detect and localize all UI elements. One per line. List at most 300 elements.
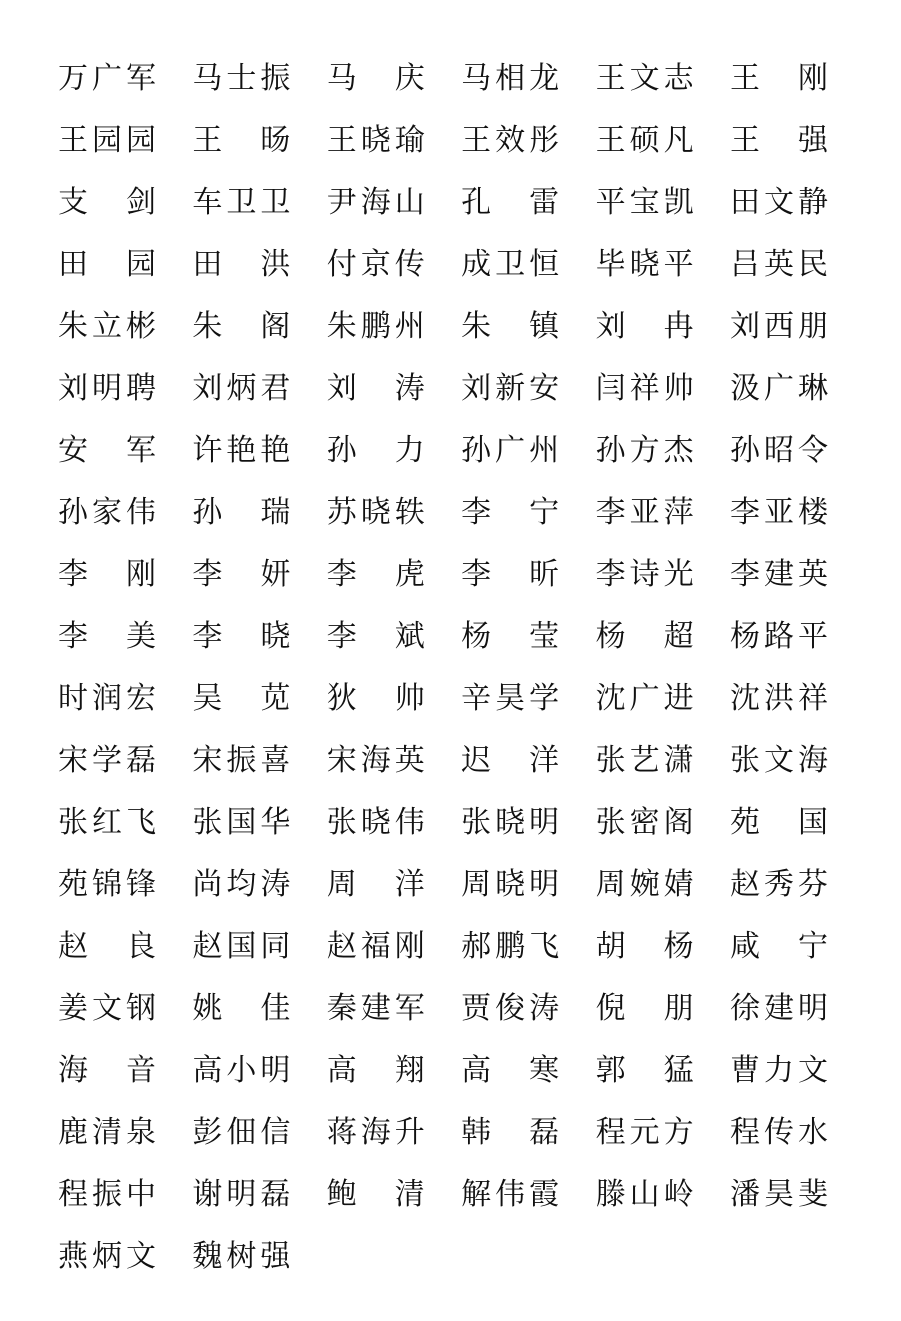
name-character: 振 [226, 743, 257, 778]
person-name [192, 854, 290, 916]
name-character: 民 [797, 247, 828, 282]
name-character: 平 [797, 619, 828, 654]
person-name [327, 296, 425, 358]
name-character: 张 [58, 805, 88, 840]
person-name [730, 916, 828, 978]
name-character: 汲 [729, 371, 760, 406]
name-character: 明 [226, 1177, 257, 1212]
name-character: 车 [192, 185, 223, 220]
name-character: 王 [595, 61, 626, 96]
name-character: 艳 [226, 433, 257, 468]
name-character: 孙 [326, 433, 357, 468]
name-character: 帅 [663, 371, 694, 406]
person-name [730, 420, 828, 482]
name-character: 李 [595, 495, 626, 530]
person-name [730, 172, 828, 234]
name-character: 志 [663, 61, 694, 96]
name-character: 李 [58, 619, 88, 654]
name-character: 凯 [663, 185, 694, 220]
name-character: 均 [226, 867, 257, 902]
name-character: 李 [192, 557, 223, 592]
name-character: 海 [360, 1115, 391, 1150]
name-character: 庆 [394, 61, 425, 96]
name-character: 李 [461, 557, 492, 592]
name-character: 万 [58, 61, 88, 96]
person-name [192, 978, 290, 1040]
name-character: 孙 [729, 433, 760, 468]
person-name [58, 668, 156, 730]
name-character: 涛 [260, 867, 291, 902]
name-character: 宝 [629, 185, 660, 220]
person-name [730, 730, 828, 792]
name-character: 振 [260, 61, 291, 96]
name-character: 杰 [663, 433, 694, 468]
name-character: 音 [126, 1053, 156, 1088]
name-character: 国 [226, 805, 257, 840]
name-character: 斐 [797, 1177, 828, 1212]
person-name [461, 668, 559, 730]
person-name [730, 1164, 828, 1226]
name-character: 苑 [729, 805, 760, 840]
name-character: 朱 [461, 309, 492, 344]
person-name [461, 792, 559, 854]
name-character: 明 [92, 371, 122, 406]
name-character: 苑 [58, 867, 88, 902]
name-character: 信 [260, 1115, 291, 1150]
name-character: 朱 [192, 309, 223, 344]
name-character: 马 [192, 61, 223, 96]
person-name [461, 296, 559, 358]
name-character: 彬 [126, 309, 156, 344]
name-character: 喜 [260, 743, 291, 778]
person-name [730, 1040, 828, 1102]
name-character: 冉 [663, 309, 694, 344]
person-name [596, 730, 694, 792]
name-character: 田 [58, 247, 88, 282]
name-character: 伟 [126, 495, 156, 530]
name-character: 轶 [394, 495, 425, 530]
person-name [461, 978, 559, 1040]
name-character: 方 [629, 433, 660, 468]
name-character: 程 [58, 1177, 88, 1212]
name-character: 昊 [495, 681, 526, 716]
name-character: 文 [92, 991, 122, 1026]
person-name [461, 1102, 559, 1164]
name-character: 诗 [629, 557, 660, 592]
name-character: 赵 [192, 929, 223, 964]
person-name [327, 978, 425, 1040]
person-name [461, 854, 559, 916]
name-character: 令 [797, 433, 828, 468]
name-character: 鲍 [326, 1177, 357, 1212]
name-character: 吴 [192, 681, 223, 716]
name-character: 咸 [729, 929, 760, 964]
name-character: 田 [192, 247, 223, 282]
name-character: 刘 [729, 309, 760, 344]
name-character: 炳 [226, 371, 257, 406]
person-name [327, 234, 425, 296]
person-name [596, 1102, 694, 1164]
name-character: 明 [529, 867, 560, 902]
name-character: 力 [394, 433, 425, 468]
name-character: 孔 [461, 185, 492, 220]
name-character: 文 [797, 1053, 828, 1088]
name-character: 文 [763, 185, 794, 220]
person-name [192, 234, 290, 296]
name-character: 王 [58, 123, 88, 158]
name-character: 赵 [729, 867, 760, 902]
name-character: 李 [326, 557, 357, 592]
person-name [192, 420, 290, 482]
name-character: 振 [92, 1177, 122, 1212]
name-character: 泉 [126, 1115, 156, 1150]
name-character: 张 [192, 805, 223, 840]
name-character: 高 [461, 1053, 492, 1088]
name-character: 姚 [192, 991, 223, 1026]
name-character: 张 [729, 743, 760, 778]
person-name [58, 978, 156, 1040]
name-character: 州 [394, 309, 425, 344]
name-character: 霞 [529, 1177, 560, 1212]
name-character: 晓 [629, 247, 660, 282]
name-character: 平 [595, 185, 626, 220]
name-character: 曹 [729, 1053, 760, 1088]
name-character: 孙 [461, 433, 492, 468]
person-name [730, 606, 828, 668]
person-name [192, 48, 290, 110]
person-name [58, 730, 156, 792]
name-character: 昊 [763, 1177, 794, 1212]
name-character: 卫 [226, 185, 257, 220]
name-character: 晓 [360, 805, 391, 840]
person-name [730, 482, 828, 544]
name-character: 倪 [595, 991, 626, 1026]
name-character: 密 [629, 805, 660, 840]
person-name [596, 420, 694, 482]
name-character: 洋 [529, 743, 560, 778]
name-character: 胡 [595, 929, 626, 964]
name-character: 山 [394, 185, 425, 220]
name-character: 刘 [192, 371, 223, 406]
name-character: 张 [326, 805, 357, 840]
name-character: 安 [58, 433, 88, 468]
person-name [58, 1040, 156, 1102]
name-character: 王 [192, 123, 223, 158]
name-character: 飞 [529, 929, 560, 964]
name-character: 付 [326, 247, 357, 282]
name-character: 文 [763, 743, 794, 778]
person-name [58, 358, 156, 420]
name-character: 瑜 [394, 123, 425, 158]
person-name [596, 544, 694, 606]
name-character: 伟 [495, 1177, 526, 1212]
person-name [327, 668, 425, 730]
name-character: 清 [92, 1115, 122, 1150]
name-character: 虎 [394, 557, 425, 592]
name-character: 建 [763, 557, 794, 592]
name-character: 晓 [260, 619, 291, 654]
person-name [327, 544, 425, 606]
name-character: 阁 [260, 309, 291, 344]
person-name [327, 482, 425, 544]
person-name [730, 1102, 828, 1164]
person-name [596, 792, 694, 854]
name-character: 昭 [763, 433, 794, 468]
person-name [192, 916, 290, 978]
name-character: 超 [663, 619, 694, 654]
name-character: 闫 [595, 371, 626, 406]
name-character: 锋 [126, 867, 156, 902]
name-character: 楼 [797, 495, 828, 530]
name-character: 卫 [260, 185, 291, 220]
name-character: 亚 [763, 495, 794, 530]
name-character: 翔 [394, 1053, 425, 1088]
person-name [461, 110, 559, 172]
person-name [58, 1164, 156, 1226]
name-character: 尹 [326, 185, 357, 220]
name-character: 沈 [595, 681, 626, 716]
name-character: 明 [797, 991, 828, 1026]
name-character: 郝 [461, 929, 492, 964]
name-character: 王 [729, 61, 760, 96]
name-character: 张 [595, 743, 626, 778]
name-character: 凡 [663, 123, 694, 158]
name-character: 磊 [529, 1115, 560, 1150]
person-name [327, 358, 425, 420]
name-character: 杨 [729, 619, 760, 654]
person-name [461, 730, 559, 792]
name-character: 卫 [495, 247, 526, 282]
name-character: 杨 [595, 619, 626, 654]
person-name [192, 296, 290, 358]
person-name [596, 48, 694, 110]
name-character: 孙 [595, 433, 626, 468]
name-character: 刘 [595, 309, 626, 344]
name-character: 文 [126, 1239, 156, 1274]
name-character: 方 [663, 1115, 694, 1150]
name-character: 孙 [192, 495, 223, 530]
name-character: 升 [394, 1115, 425, 1150]
person-name [461, 482, 559, 544]
person-name [596, 234, 694, 296]
name-character: 苋 [260, 681, 291, 716]
name-character: 阁 [663, 805, 694, 840]
name-character: 艺 [629, 743, 660, 778]
name-character: 广 [92, 61, 122, 96]
person-name [461, 172, 559, 234]
person-name [596, 854, 694, 916]
name-character: 力 [763, 1053, 794, 1088]
name-character: 晓 [495, 805, 526, 840]
person-name [327, 172, 425, 234]
person-name [192, 730, 290, 792]
name-character: 明 [260, 1053, 291, 1088]
name-character: 雷 [529, 185, 560, 220]
person-name [461, 1040, 559, 1102]
name-character: 元 [629, 1115, 660, 1150]
person-name [192, 110, 290, 172]
person-name [58, 854, 156, 916]
person-name [327, 1164, 425, 1226]
person-name [58, 792, 156, 854]
person-name [192, 668, 290, 730]
name-character: 尚 [192, 867, 223, 902]
name-character: 文 [629, 61, 660, 96]
name-character: 朱 [326, 309, 357, 344]
name-character: 同 [260, 929, 291, 964]
name-character: 周 [595, 867, 626, 902]
name-character: 贾 [461, 991, 492, 1026]
name-character: 刚 [797, 61, 828, 96]
name-character: 钢 [126, 991, 156, 1026]
person-name [461, 234, 559, 296]
name-character: 国 [797, 805, 828, 840]
name-character: 清 [394, 1177, 425, 1212]
name-character: 萍 [663, 495, 694, 530]
name-character: 光 [663, 557, 694, 592]
name-character: 芬 [797, 867, 828, 902]
name-character: 新 [495, 371, 526, 406]
name-character: 王 [461, 123, 492, 158]
name-character: 朋 [797, 309, 828, 344]
person-name [192, 1040, 290, 1102]
name-character: 蒋 [326, 1115, 357, 1150]
name-character: 广 [495, 433, 526, 468]
name-character: 昕 [529, 557, 560, 592]
name-character: 帅 [394, 681, 425, 716]
name-character: 海 [797, 743, 828, 778]
person-name [461, 358, 559, 420]
person-name [596, 1164, 694, 1226]
name-character: 宁 [529, 495, 560, 530]
person-name [192, 482, 290, 544]
name-character: 解 [461, 1177, 492, 1212]
person-name [192, 1226, 290, 1288]
person-name [461, 1164, 559, 1226]
person-name [327, 48, 425, 110]
person-name [730, 110, 828, 172]
name-character: 毕 [595, 247, 626, 282]
name-character: 晓 [360, 495, 391, 530]
name-character: 张 [461, 805, 492, 840]
name-character: 润 [92, 681, 122, 716]
name-character: 安 [529, 371, 560, 406]
person-name [58, 420, 156, 482]
name-character: 宁 [797, 929, 828, 964]
name-character: 成 [461, 247, 492, 282]
name-character: 秀 [763, 867, 794, 902]
name-character: 硕 [629, 123, 660, 158]
person-name [596, 978, 694, 1040]
name-list [58, 48, 864, 1288]
name-character: 飞 [126, 805, 156, 840]
name-character: 良 [126, 929, 156, 964]
person-name [730, 792, 828, 854]
person-name [58, 606, 156, 668]
person-name [461, 420, 559, 482]
name-character: 锦 [92, 867, 122, 902]
name-character: 相 [495, 61, 526, 96]
person-name [596, 110, 694, 172]
name-character: 强 [797, 123, 828, 158]
name-character: 韩 [461, 1115, 492, 1150]
name-character: 福 [360, 929, 391, 964]
person-name [192, 544, 290, 606]
name-character: 英 [763, 247, 794, 282]
name-character: 宋 [192, 743, 223, 778]
name-character: 海 [360, 185, 391, 220]
name-character: 宋 [58, 743, 88, 778]
name-character: 潘 [729, 1177, 760, 1212]
name-character: 祥 [629, 371, 660, 406]
name-character: 吕 [729, 247, 760, 282]
name-character: 高 [192, 1053, 223, 1088]
person-name [58, 234, 156, 296]
person-name [596, 916, 694, 978]
name-character: 京 [360, 247, 391, 282]
name-character: 高 [326, 1053, 357, 1088]
name-character: 佳 [260, 991, 291, 1026]
name-character: 孙 [58, 495, 88, 530]
name-character: 刚 [394, 929, 425, 964]
name-character: 海 [360, 743, 391, 778]
person-name [192, 792, 290, 854]
person-name [327, 1102, 425, 1164]
name-character: 李 [595, 557, 626, 592]
name-character: 军 [126, 61, 156, 96]
person-name [192, 1102, 290, 1164]
name-character: 炳 [92, 1239, 122, 1274]
name-character: 赵 [326, 929, 357, 964]
person-name [327, 854, 425, 916]
person-name [730, 854, 828, 916]
name-character: 魏 [192, 1239, 223, 1274]
name-character: 家 [92, 495, 122, 530]
name-character: 平 [663, 247, 694, 282]
person-name [327, 110, 425, 172]
name-character: 海 [58, 1053, 88, 1088]
person-name [327, 1040, 425, 1102]
name-character: 洋 [394, 867, 425, 902]
name-character: 洪 [260, 247, 291, 282]
name-character: 伟 [394, 805, 425, 840]
name-character: 晓 [360, 123, 391, 158]
name-character: 洪 [763, 681, 794, 716]
person-name [461, 48, 559, 110]
name-character: 王 [729, 123, 760, 158]
name-character: 李 [461, 495, 492, 530]
name-character: 寒 [529, 1053, 560, 1088]
name-character: 聘 [126, 371, 156, 406]
person-name [461, 606, 559, 668]
name-character: 建 [360, 991, 391, 1026]
person-name [327, 916, 425, 978]
name-character: 李 [58, 557, 88, 592]
name-character: 西 [763, 309, 794, 344]
name-character: 英 [394, 743, 425, 778]
name-character: 瑞 [260, 495, 291, 530]
name-character: 园 [126, 123, 156, 158]
name-character: 王 [595, 123, 626, 158]
name-character: 迟 [461, 743, 492, 778]
name-character: 张 [595, 805, 626, 840]
person-name [58, 1102, 156, 1164]
person-name [327, 792, 425, 854]
name-character: 李 [729, 495, 760, 530]
name-character: 华 [260, 805, 291, 840]
name-character: 刘 [326, 371, 357, 406]
name-character: 磊 [260, 1177, 291, 1212]
